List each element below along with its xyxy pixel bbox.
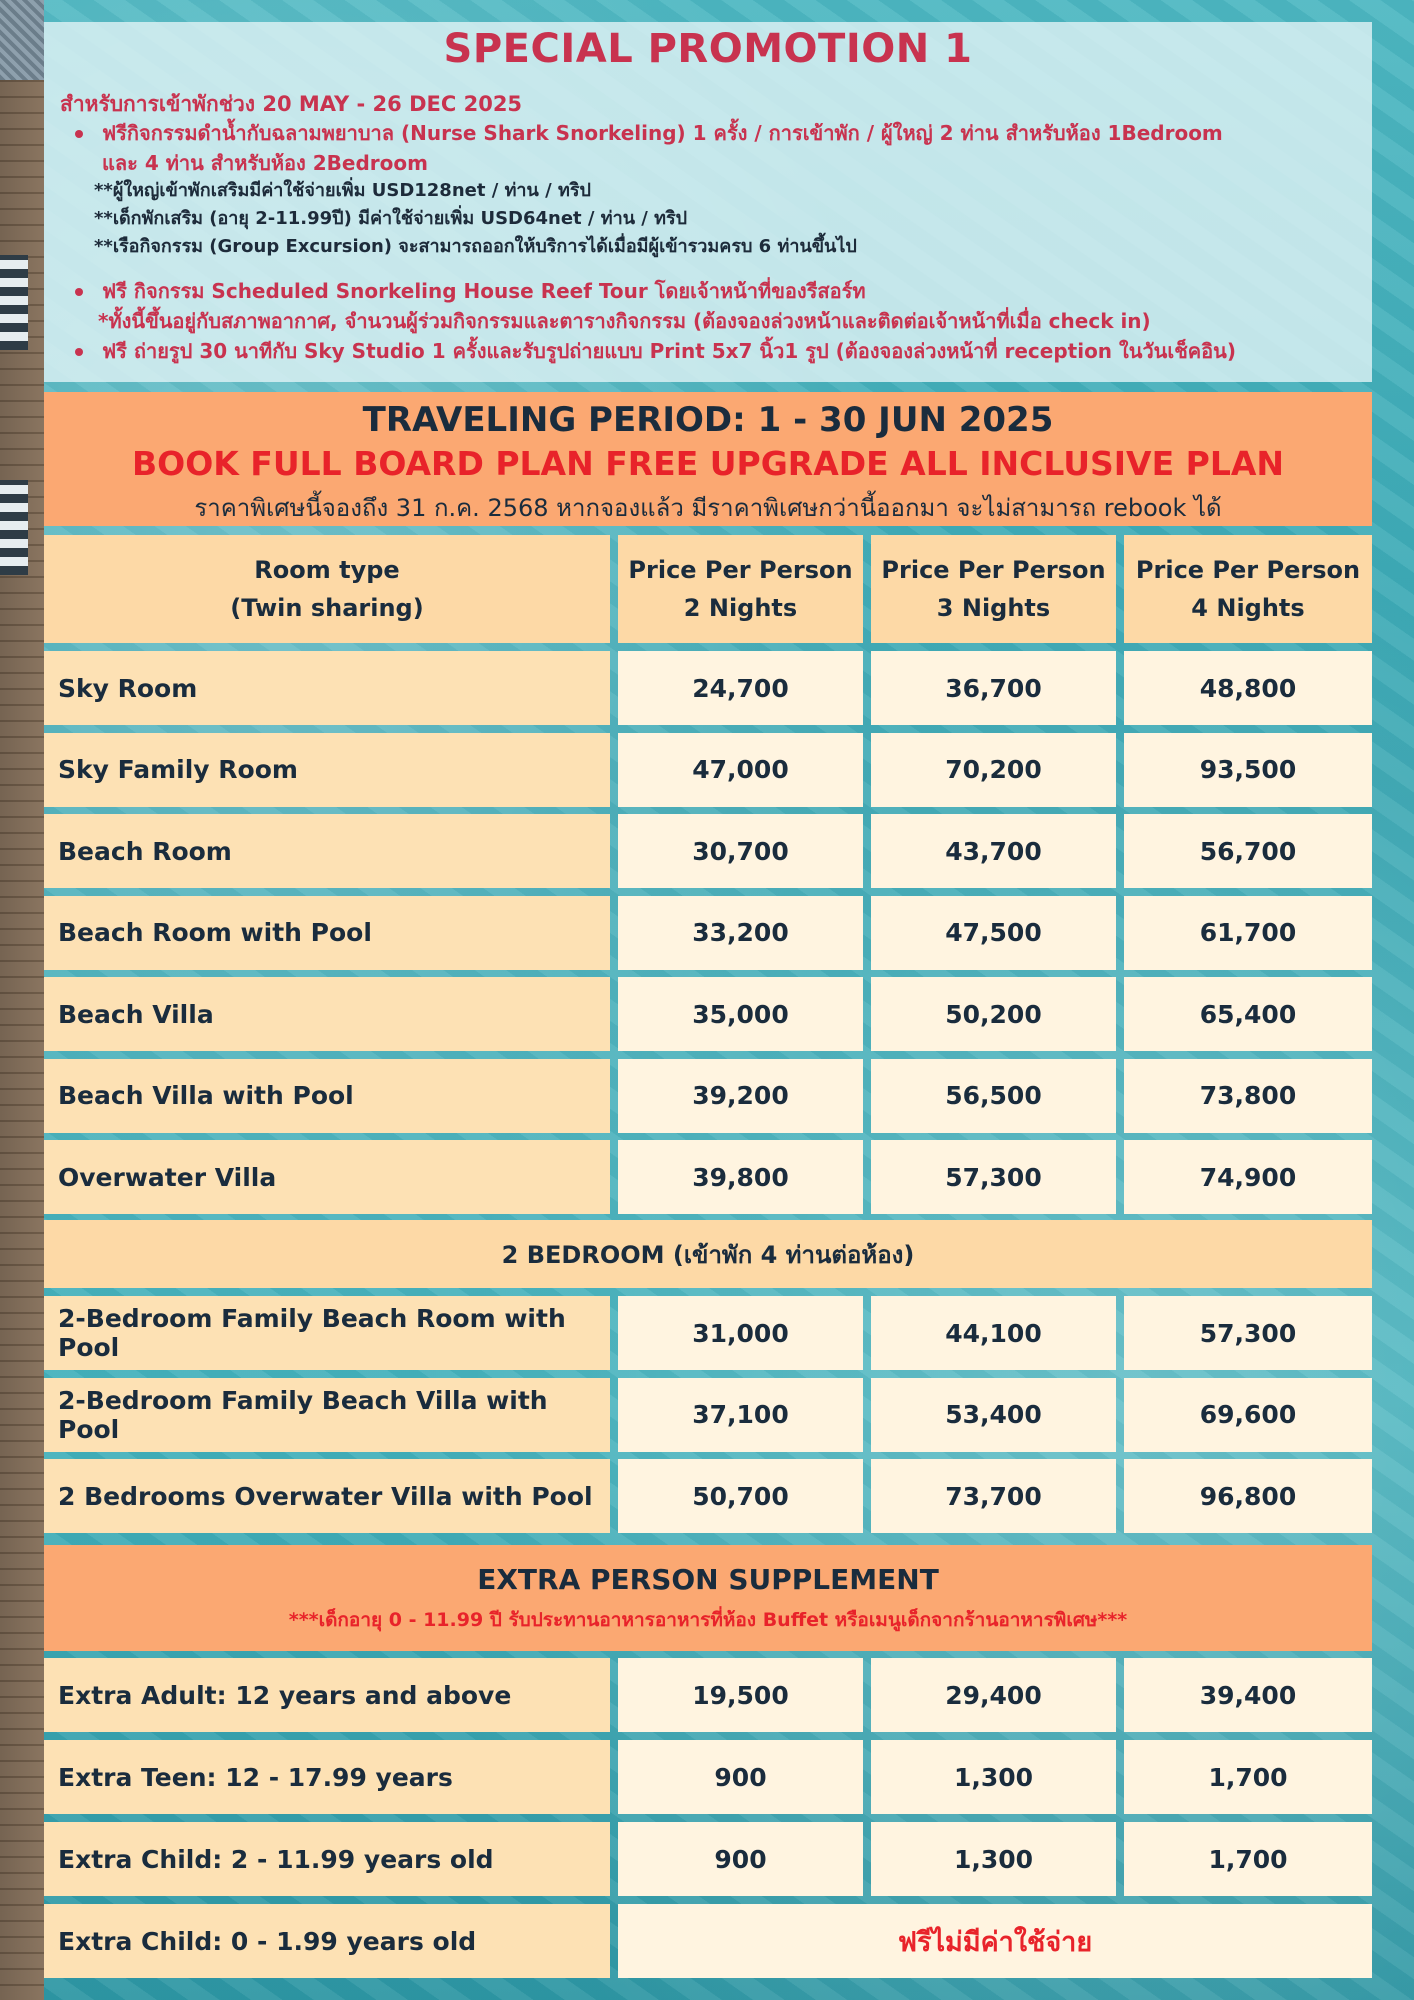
bullet-2-line2: *ทั้งนี้ขึ้นอยู่กับสภาพอากาศ, จำนวนผู้ร่วมกิจกรรมและตารางกิจกรรม (ต้องจองล่วงหน้าและติดต่อเจ้าหน้าที่เมื่อ check in) [98,309,1151,333]
bullet-3: ฟรี ถ่ายรูป 30 นาทีกับ Sky Studio 1 ครั้งและรับรูปถ่ายแบบ Print 5x7 นิ้ว1 รูป (ต้องจองล่วงหน้าที่ reception ในวันเช็คอิน) [102,339,1236,363]
extra-row-price-3-nights: 1,300 [871,1822,1116,1896]
two-bedroom-row-price-2-nights: 37,100 [618,1378,863,1452]
room-row-price-2-nights: 39,200 [618,1059,863,1133]
room-row-price-3-nights: 56,500 [871,1059,1116,1133]
bullet-1-line1: ฟรีกิจกรรมดำน้ำกับฉลามพยาบาล (Nurse Shark Snorkeling) 1 ครั้ง / การเข้าพัก / ผู้ใหญ่ 2 ท่าน สำหรับห้อง 1Bedroom [102,121,1223,145]
bullet-1-line2: และ 4 ท่าน สำหรับห้อง 2Bedroom [102,151,428,175]
bullet-dot [75,288,83,296]
bullet-2-line1: ฟรี กิจกรรม Scheduled Snorkeling House Reef Tour โดยเจ้าหน้าที่ของรีสอร์ท [102,279,866,303]
note-extra-child: **เด็กพักเสริม (อายุ 2-11.99ปี) มีค่าใช้จ่ายเพิ่ม USD64net / ท่าน / ทริป [94,208,688,229]
two-bedroom-row-name: 2-Bedroom Family Beach Villa with Pool [44,1378,610,1452]
header-4-nights-line2: 4 Nights [1191,594,1305,622]
header-room-type-line1: Room type [254,556,400,584]
traveling-period-box [44,392,1372,526]
room-row-name: Overwater Villa [44,1140,610,1214]
header-2-nights-line1: Price Per Person [628,556,853,584]
header-room-type [44,535,610,643]
header-4-nights [1124,535,1372,643]
room-row-name: Beach Room with Pool [44,896,610,970]
striped-awning [0,480,28,575]
two-bedroom-row-price-4-nights: 57,300 [1124,1296,1372,1370]
traveling-period-title: TRAVELING PERIOD: 1 - 30 JUN 2025 [362,400,1054,440]
extra-infant-free-value: ฟรีไม่มีค่าใช้จ่าย [618,1904,1372,1978]
note-extra-adult: **ผู้ใหญ่เข้าพักเสริมมีค่าใช้จ่ายเพิ่ม USD128net / ท่าน / ทริป [94,180,591,201]
roof-tiles [0,0,44,80]
rebook-note: ราคาพิเศษนี้จองถึง 31 ก.ค. 2568 หากจองแล้ว มีราคาพิเศษกว่านี้ออกมา จะไม่สามารถ rebook ได้ [194,494,1222,522]
room-row-price-2-nights: 24,700 [618,651,863,725]
room-row-price-4-nights: 65,400 [1124,977,1372,1051]
two-bedroom-row-name: 2 Bedrooms Overwater Villa with Pool [44,1459,610,1533]
room-row-price-2-nights: 47,000 [618,733,863,807]
room-row-price-2-nights: 33,200 [618,896,863,970]
two-bedroom-row-price-4-nights: 96,800 [1124,1459,1372,1533]
extra-row-name: Extra Adult: 12 years and above [44,1658,610,1732]
extra-row-price-2-nights: 19,500 [618,1658,863,1732]
two-bedroom-row-price-3-nights: 44,100 [871,1296,1116,1370]
two-bedroom-row-price-2-nights: 50,700 [618,1459,863,1533]
room-row-price-4-nights: 56,700 [1124,814,1372,888]
extra-row-price-4-nights: 1,700 [1124,1740,1372,1814]
room-row-price-4-nights: 61,700 [1124,896,1372,970]
two-bedroom-section-label: 2 BEDROOM (เข้าพัก 4 ท่านต่อห้อง) [44,1220,1372,1288]
room-row-price-3-nights: 47,500 [871,896,1116,970]
extra-person-box [44,1545,1372,1651]
header-2-nights-line2: 2 Nights [683,594,798,622]
room-row-name: Sky Family Room [44,733,610,807]
room-row-price-3-nights: 70,200 [871,733,1116,807]
room-row-price-4-nights: 48,800 [1124,651,1372,725]
room-row-price-3-nights: 50,200 [871,977,1116,1051]
extra-infant-name: Extra Child: 0 - 1.99 years old [44,1904,610,1978]
promo-title: SPECIAL PROMOTION 1 [443,26,973,72]
extra-row-name: Extra Teen: 12 - 17.99 years [44,1740,610,1814]
two-bedroom-row-name: 2-Bedroom Family Beach Room with Pool [44,1296,610,1370]
extra-row-price-3-nights: 1,300 [871,1740,1116,1814]
room-row-name: Sky Room [44,651,610,725]
extra-person-title: EXTRA PERSON SUPPLEMENT [477,1563,939,1596]
extra-row-price-4-nights: 39,400 [1124,1658,1372,1732]
room-row-name: Beach Room [44,814,610,888]
header-3-nights [871,535,1116,643]
room-row-price-4-nights: 93,500 [1124,733,1372,807]
room-row-price-3-nights: 36,700 [871,651,1116,725]
header-2-nights [618,535,863,643]
two-bedroom-row-price-4-nights: 69,600 [1124,1378,1372,1452]
extra-row-price-3-nights: 29,400 [871,1658,1116,1732]
room-row-name: Beach Villa with Pool [44,1059,610,1133]
room-row-price-2-nights: 35,000 [618,977,863,1051]
striped-awning [0,255,28,350]
upgrade-promo: BOOK FULL BOARD PLAN FREE UPGRADE ALL INCLUSIVE PLAN [131,444,1285,483]
header-3-nights-line2: 3 Nights [936,594,1051,622]
room-row-price-3-nights: 43,700 [871,814,1116,888]
bullet-dot [75,130,83,138]
extra-person-note: ***เด็กอายุ 0 - 11.99 ปี รับประทานอาหารอาหารที่ห้อง Buffet หรือเมนูเด็กจากร้านอาหารพิเศษ*** [288,1609,1128,1631]
two-bedroom-row-price-2-nights: 31,000 [618,1296,863,1370]
header-room-type-line2: (Twin sharing) [230,594,424,622]
room-row-price-2-nights: 39,800 [618,1140,863,1214]
room-row-price-4-nights: 73,800 [1124,1059,1372,1133]
room-row-price-2-nights: 30,700 [618,814,863,888]
stay-period: สำหรับการเข้าพักช่วง 20 MAY - 26 DEC 2025 [60,92,523,116]
header-4-nights-line1: Price Per Person [1135,556,1361,584]
extra-row-price-2-nights: 900 [618,1822,863,1896]
note-group-excursion: **เรือกิจกรรม (Group Excursion) จะสามารถออกให้บริการได้เมื่อมีผู้เข้ารวมครบ 6 ท่านขึ้นไป [94,236,857,257]
extra-row-name: Extra Child: 2 - 11.99 years old [44,1822,610,1896]
extra-row-price-2-nights: 900 [618,1740,863,1814]
room-row-price-3-nights: 57,300 [871,1140,1116,1214]
extra-row-price-4-nights: 1,700 [1124,1822,1372,1896]
header-3-nights-line1: Price Per Person [881,556,1106,584]
room-row-name: Beach Villa [44,977,610,1051]
two-bedroom-row-price-3-nights: 53,400 [871,1378,1116,1452]
two-bedroom-row-price-3-nights: 73,700 [871,1459,1116,1533]
bullet-dot [75,348,83,356]
room-row-price-4-nights: 74,900 [1124,1140,1372,1214]
